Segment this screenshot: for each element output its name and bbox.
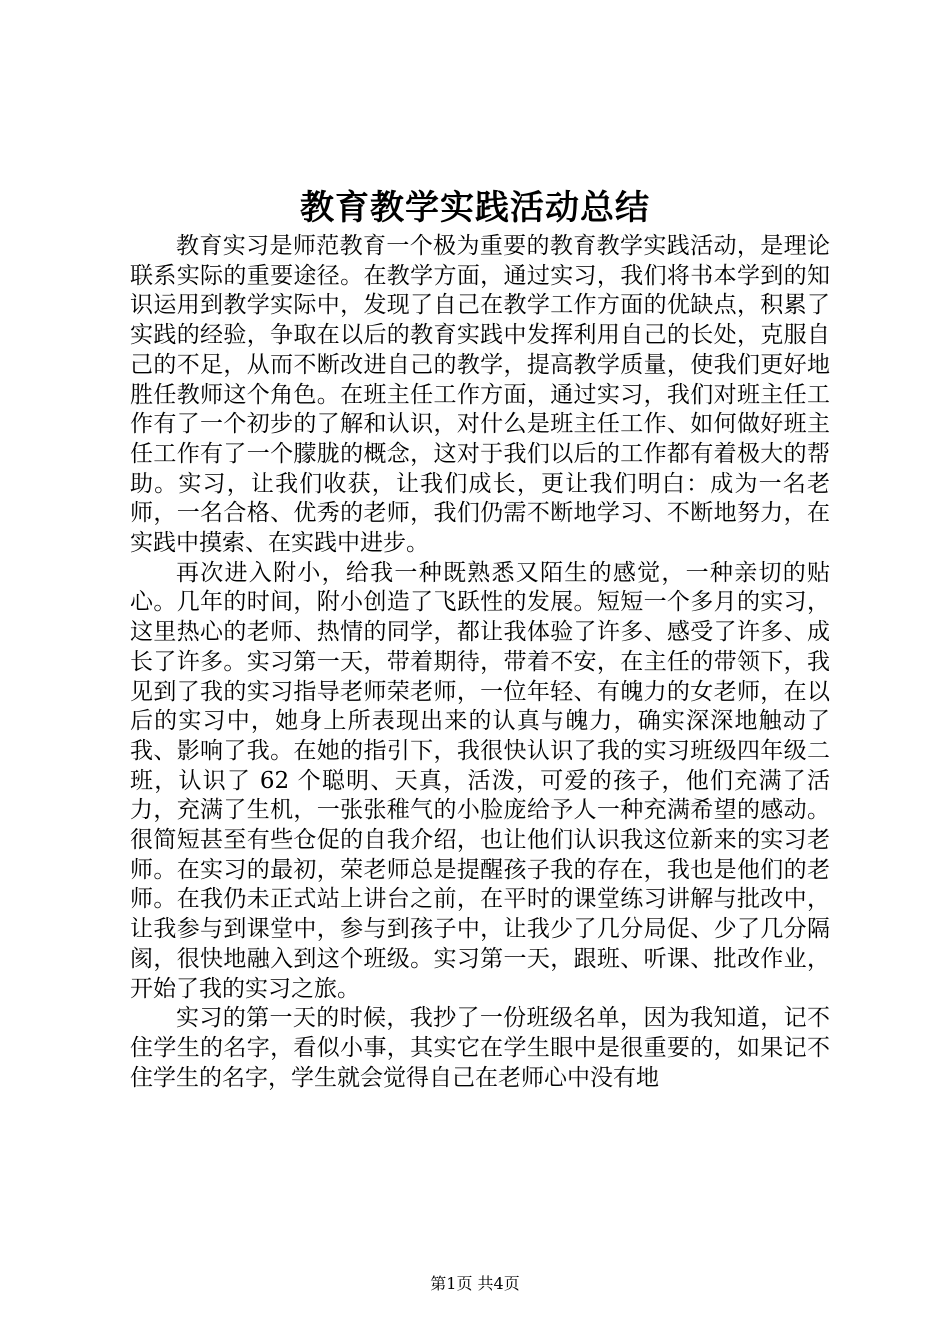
paragraph-1: 教育实习是师范教育一个极为重要的教育教学实践活动，是理论联系实际的重要途径。在教学方面，通过实习，我们将书本学到的知识运用到教学实际中，发现了自己在教学工作方面的优缺点，积累了实践的经验，争取在以后的教育实践中发挥利用自己的长处，克服自己的不足，从而不断改进自己的教学，提高教学质量，使我们更好地胜任教师这个角色。在班主任工作方面，通过实习，我们对班主任工作有了一个初步的了解和认识，对什么是班主任工作、如何做好班主任工作有了一个朦胧的概念，这对于我们以后的工作都有着极大的帮助。实习，让我们收获，让我们成长，更让我们明白：成为一名老师，一名合格、优秀的老师，我们仍需不断地学习、不断地努力，在实践中摸索、在实践中进步。: [130, 233, 830, 557]
document-body: [130, 232, 830, 1093]
paragraph-2: 再次进入附小，给我一种既熟悉又陌生的感觉，一种亲切的贴心。几年的时间，附小创造了飞跃性的发展。短短一个多月的实习，这里热心的老师、热情的同学，都让我体验了许多、感受了许多、成长了许多。实习第一天，带着期待，带着不安，在主任的带领下，我见到了我的实习指导老师荣老师，一位年轻、有魄力的女老师，在以后的实习中，她身上所表现出来的认真与魄力，确实深深地触动了我、影响了我。在她的指引下，我很快认识了我的实习班级四年级二班，认识了 62 个聪明、天真，活泼，可爱的孩子，他们充满了活力，充满了生机，一张张稚气的小脸庞给予人一种充满希望的感动。很简短甚至有些仓促的自我介绍，也让他们认识我这位新来的实习老师。在实习的最初，荣老师总是提醒孩子我的存在，我也是他们的老师。在我仍未正式站上讲台之前，在平时的课堂练习讲解与批改中，让我参与到课堂中，参与到孩子中，让我少了几分局促、少了几分隔阂，很快地融入到这个班级。实习第一天，跟班、听课、批改作业，开始了我的实习之旅。: [130, 559, 830, 1002]
document-title: 教育教学实践活动总结: [300, 188, 650, 228]
page-footer: 第1页 共4页: [430, 1274, 520, 1293]
paragraph-3: 实习的第一天的时候，我抄了一份班级名单，因为我知道，记不住学生的名字，看似小事，其实它在学生眼中是很重要的，如果记不住学生的名字，学生就会觉得自己在老师心中没有地: [130, 1005, 830, 1091]
